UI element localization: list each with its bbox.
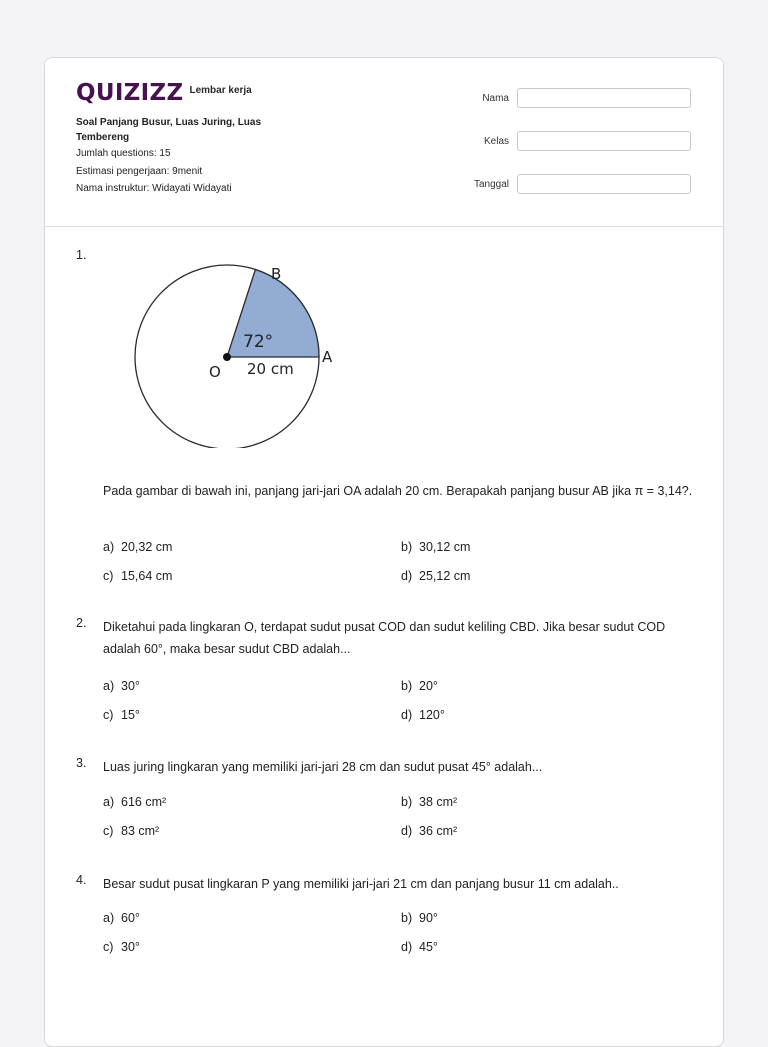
option-b[interactable] (401, 911, 438, 925)
option-a[interactable] (103, 679, 140, 693)
question-number: 1. (76, 248, 87, 262)
option-text: 120° (419, 708, 445, 722)
logo-row (76, 80, 252, 106)
field-label: Tanggal (473, 178, 509, 190)
option-c[interactable] (103, 940, 140, 954)
field-label: Kelas (483, 135, 509, 147)
option-letter: c) (103, 824, 114, 838)
question-text: Besar sudut pusat lingkaran P yang memiliki jari-jari 21 cm dan panjang busur 11 cm adalah.. (103, 877, 619, 891)
option-text: 25,12 cm (419, 569, 471, 583)
quizizz-logo: QUIZIZZ (76, 80, 184, 106)
question-text: Pada gambar di bawah ini, panjang jari-jari OA adalah 20 cm. Berapakah panjang busur AB jika π = 3,14?. (103, 484, 693, 498)
option-c[interactable] (103, 708, 140, 722)
option-c[interactable] (103, 824, 159, 838)
angle-label: 72° (243, 332, 274, 352)
field-kelas (465, 131, 691, 151)
question-count: Jumlah questions: 15 (76, 148, 171, 159)
option-b[interactable] (401, 679, 438, 693)
option-a[interactable] (103, 795, 166, 809)
field-label: Nama (482, 92, 509, 104)
question-text: Luas juring lingkaran yang memiliki jari-jari 28 cm dan sudut pusat 45° adalah... (103, 760, 543, 774)
label-b: B (271, 265, 282, 283)
option-d[interactable] (401, 708, 445, 722)
class-input[interactable] (517, 131, 691, 151)
option-b[interactable] (401, 795, 457, 809)
radius-label: 20 cm (247, 360, 294, 378)
estimated-time: Estimasi pengerjaan: 9menit (76, 165, 203, 177)
option-letter: a) (103, 795, 115, 809)
option-text: 90° (419, 911, 438, 925)
circle-sector-figure (127, 263, 347, 448)
option-text: 30° (121, 940, 140, 954)
worksheet-header (45, 58, 723, 227)
option-a[interactable] (103, 911, 140, 925)
option-letter: b) (401, 911, 413, 925)
question-number: 4. (76, 873, 87, 887)
option-d[interactable] (401, 569, 470, 583)
option-d[interactable] (401, 940, 438, 954)
option-text: 36 cm² (419, 824, 458, 838)
option-text: 60° (121, 911, 140, 925)
option-letter: a) (103, 911, 115, 925)
option-text: 30,12 cm (419, 540, 471, 554)
option-letter: b) (401, 540, 413, 554)
option-b[interactable] (401, 540, 470, 554)
option-text: 20° (419, 679, 438, 693)
option-letter: c) (103, 708, 114, 722)
option-d[interactable] (401, 824, 457, 838)
option-letter: c) (103, 940, 114, 954)
option-letter: d) (401, 708, 413, 722)
option-a[interactable] (103, 540, 172, 554)
field-tanggal (465, 174, 691, 194)
label-o: O (209, 363, 221, 381)
worksheet-type-label: Lembar kerja (189, 84, 252, 96)
question-number: 3. (76, 756, 87, 770)
option-letter: c) (103, 569, 114, 583)
option-letter: d) (401, 569, 413, 583)
option-letter: a) (103, 540, 115, 554)
option-text: 83 cm² (121, 824, 160, 838)
option-c[interactable] (103, 569, 172, 583)
field-nama (465, 88, 691, 108)
option-text: 30° (121, 679, 140, 693)
option-text: 38 cm² (419, 795, 458, 809)
question-number: 2. (76, 616, 87, 630)
label-a: A (322, 348, 333, 366)
center-point (223, 353, 231, 361)
option-letter: d) (401, 824, 413, 838)
option-letter: b) (401, 679, 413, 693)
date-input[interactable] (517, 174, 691, 194)
option-letter: d) (401, 940, 413, 954)
question-text: Diketahui pada lingkaran O, terdapat sudut pusat COD dan sudut keliling CBD. Jika besar sudut COD adalah 60°, maka besar sudut CBD adalah... (103, 620, 666, 656)
option-text: 616 cm² (121, 795, 167, 809)
worksheet-title: Soal Panjang Busur, Luas Juring, Luas Tembereng (76, 117, 262, 143)
option-text: 20,32 cm (121, 540, 173, 554)
instructor-name: Nama instruktur: Widayati Widayati (76, 183, 232, 194)
worksheet-card (44, 57, 724, 1047)
option-text: 15° (121, 708, 140, 722)
option-text: 45° (419, 940, 438, 954)
worksheet-meta (76, 116, 286, 200)
option-text: 15,64 cm (121, 569, 173, 583)
name-input[interactable] (517, 88, 691, 108)
option-letter: b) (401, 795, 413, 809)
option-letter: a) (103, 679, 115, 693)
